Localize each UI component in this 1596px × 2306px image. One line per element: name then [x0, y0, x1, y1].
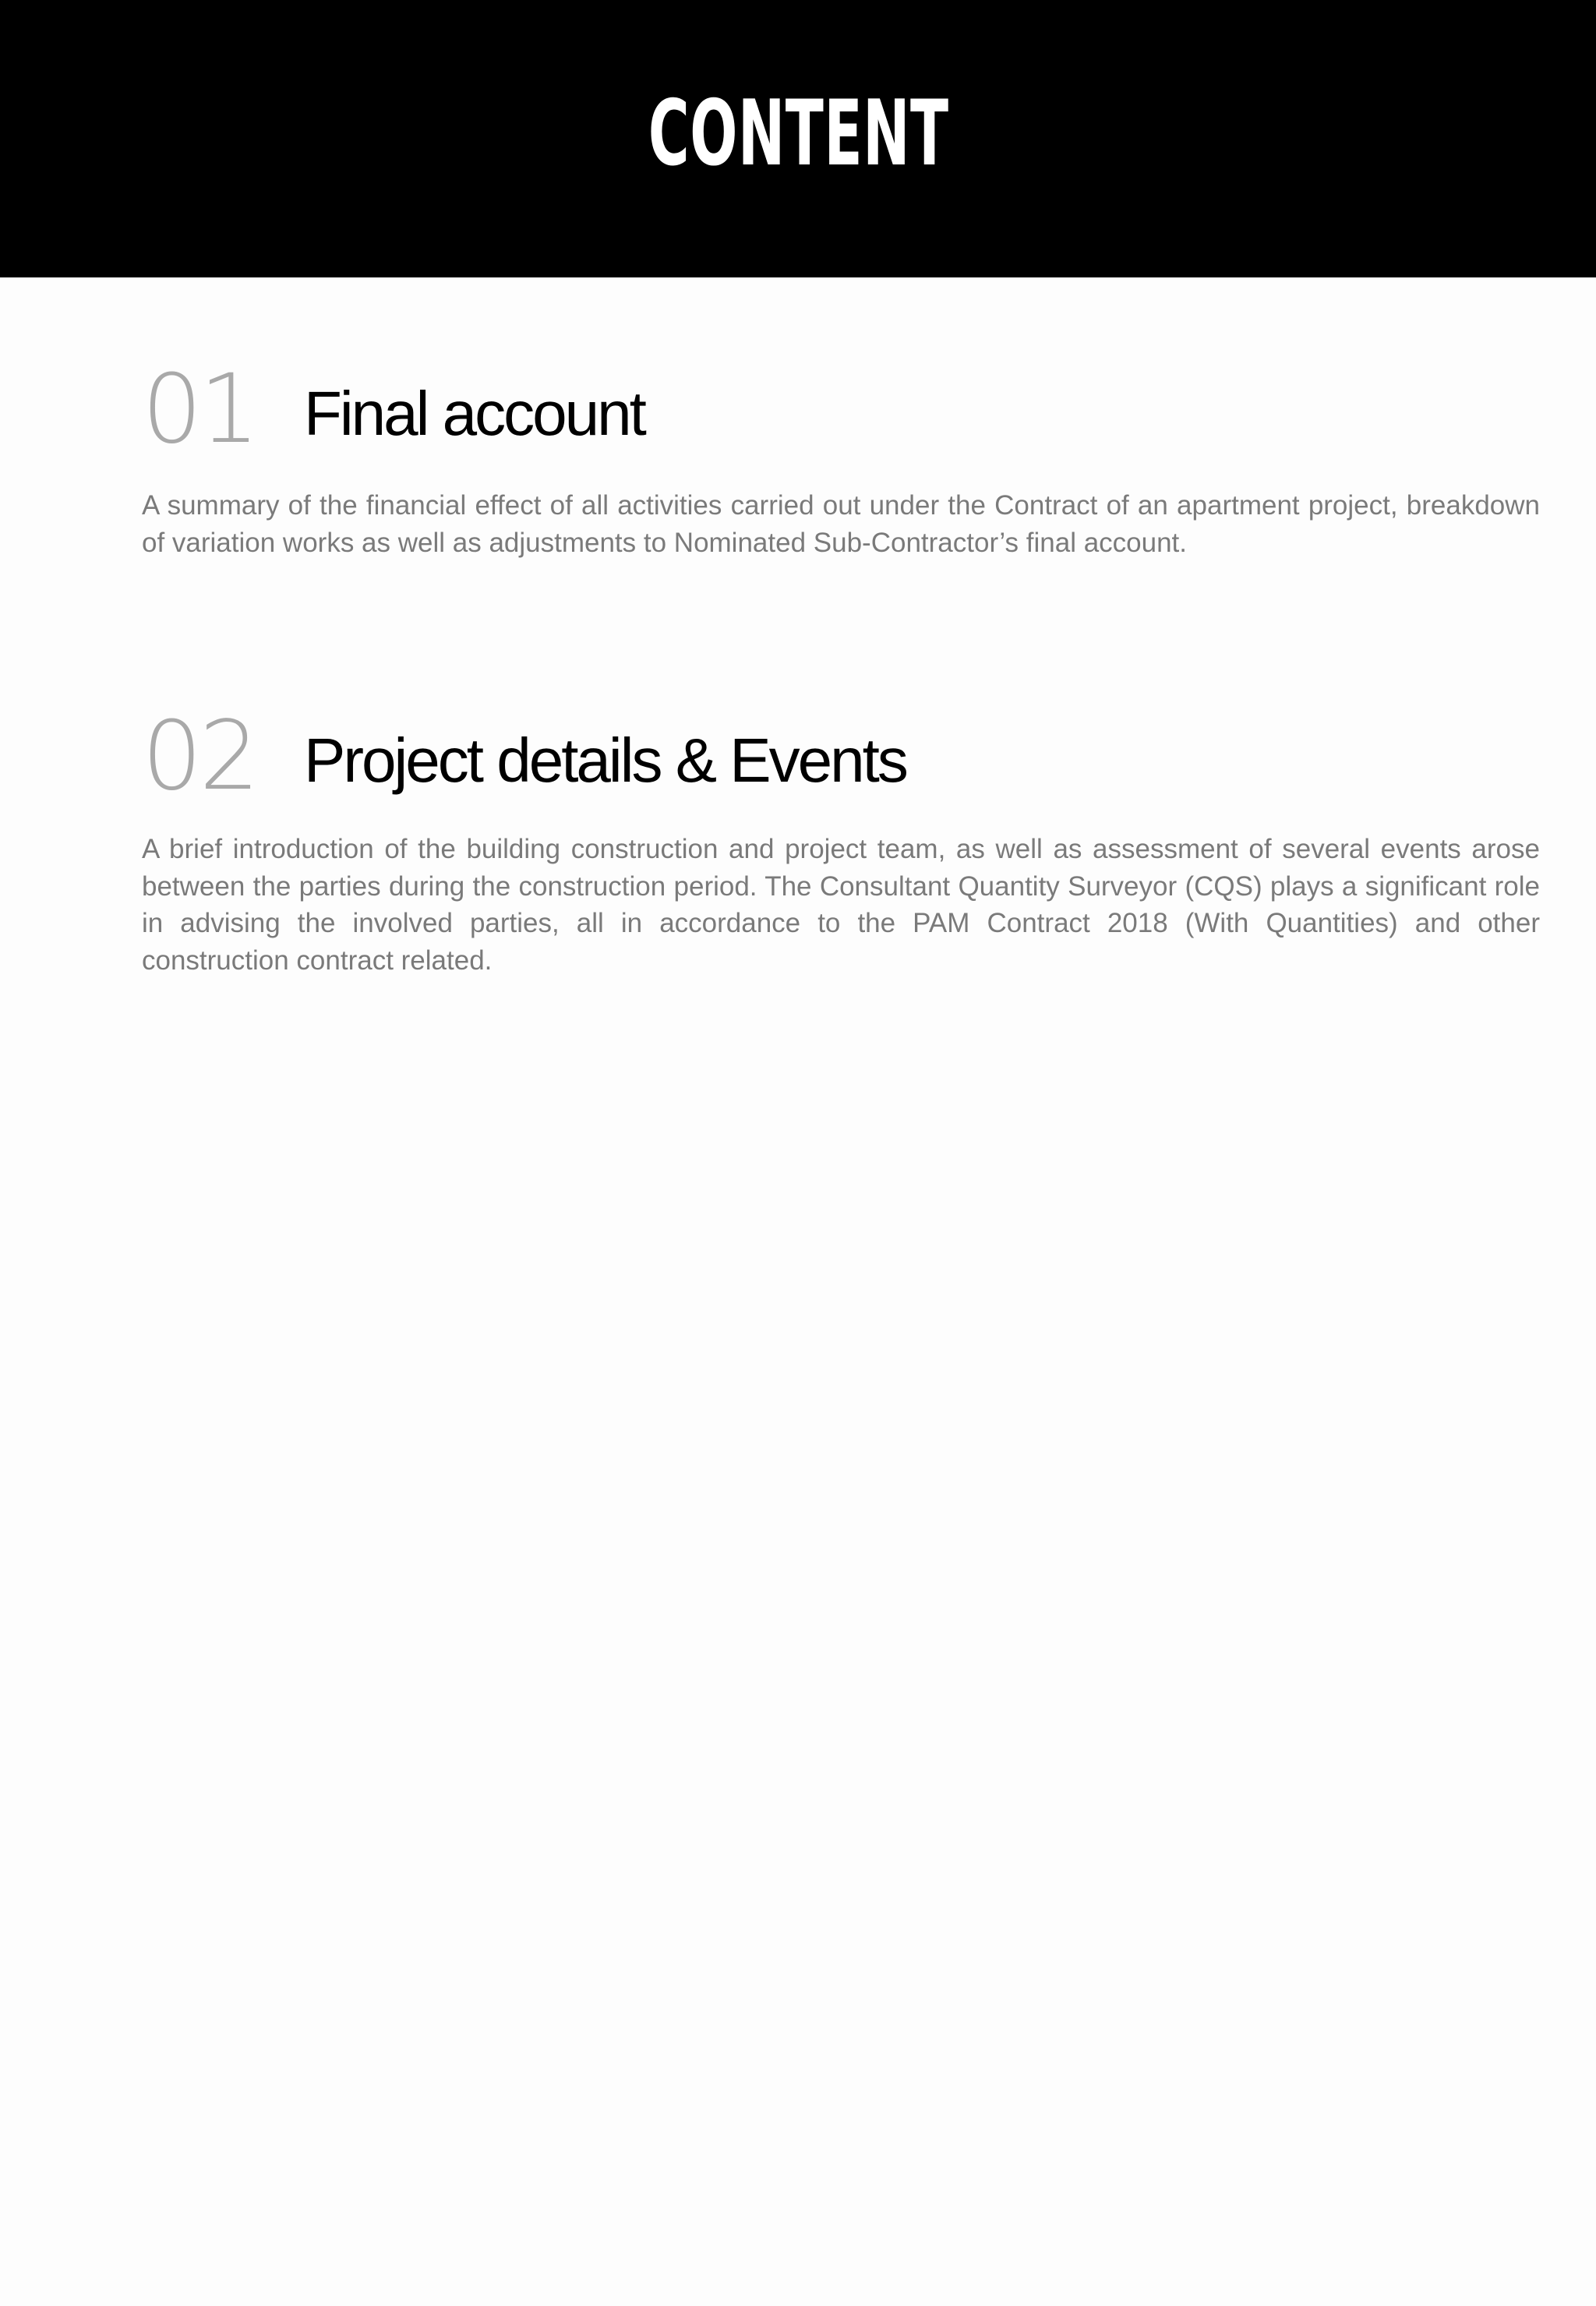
page-title: CONTENT: [648, 81, 949, 186]
section-description: A brief introduction of the building construction and project team, as well as assessment of several events arose between the parties during the construction period. The Consultant Quantity Surveyor (CQS) plays a significant role in advising the involved parties, all in accordance to the PAM Contract 2018 (With Quantities) and other construction contract related.: [142, 834, 1540, 976]
section-title: Project details & Events: [304, 726, 906, 795]
section-number: 01: [142, 354, 257, 464]
header-banner: [0, 0, 1596, 277]
section-title: Final account: [304, 379, 644, 448]
section-description: A summary of the financial effect of all activities carried out under the Contract of an apartment project, breakdown of variation works as well as adjustments to Nominated Sub-Contractor’s final account.: [142, 490, 1540, 558]
section-number: 02: [142, 701, 257, 811]
